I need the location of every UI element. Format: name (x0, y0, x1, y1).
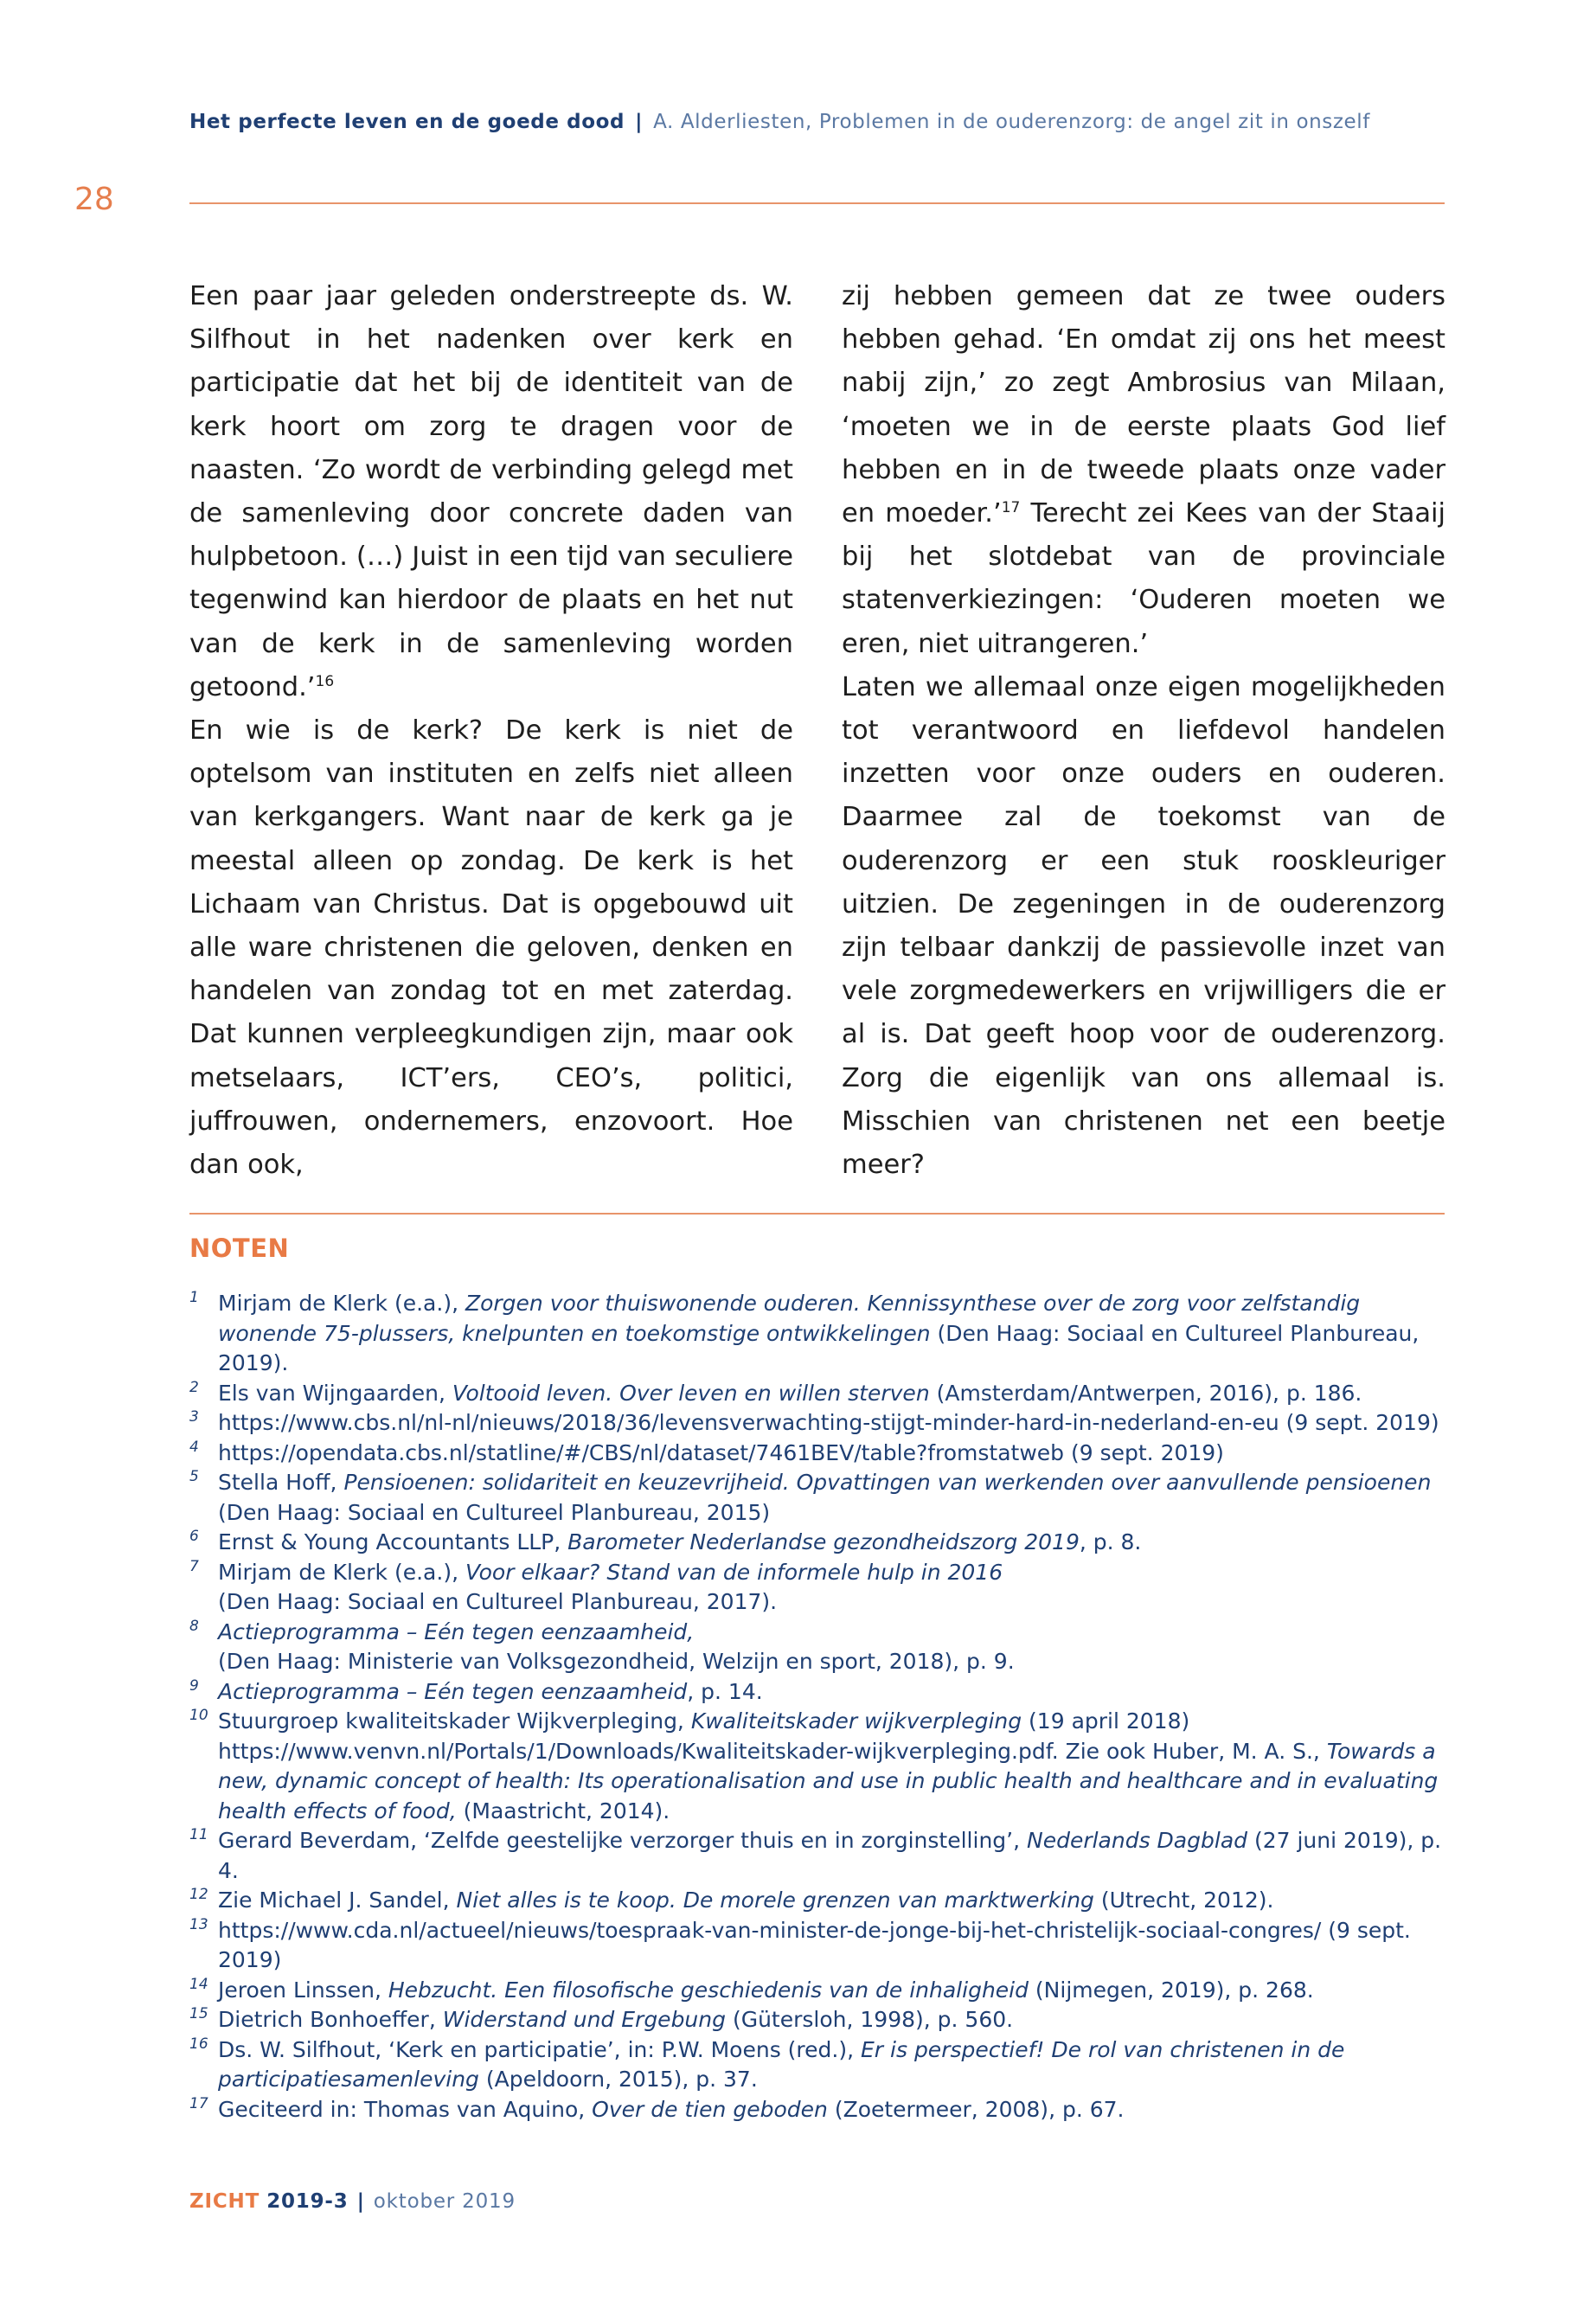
paragraph-text: Laten we allemaal onze eigen mogelijkheden tot verantwoord en liefdevol handelen inzetten voor onze ouders en ouderen. Daarmee zal de toekomst van de ouderenzorg er een stuk rooskleuriger uitzien. De zegeningen in de ouderenzorg zijn telbaar dankzij de passievolle inzet van vele zorgmedewerkers en vrijwilligers die er al is. Dat geeft hoop voor de ouderenzorg. Zorg die eigenlijk van ons allemaal is. Misschien van christenen net een beetje meer? (842, 671, 1445, 1181)
body-column-left (189, 275, 793, 1187)
note-segment: https://opendata.cbs.nl/statline/#/CBS/nl/dataset/7461BEV/table?fromstatweb (9 sept. 2019) (218, 1439, 1224, 1465)
note-item (189, 1439, 1452, 1469)
note-item (189, 2005, 1452, 2035)
note-segment: Mirjam de Klerk (e.a.), (218, 1559, 465, 1585)
body-column-right (842, 275, 1445, 1187)
note-text (218, 1408, 1452, 1439)
note-item (189, 1408, 1452, 1439)
note-number: 12 (189, 1886, 208, 1903)
header-separator: | (635, 111, 644, 133)
note-number: 16 (189, 2035, 208, 2053)
note-title: Barometer Nederlandse gezondheidszorg 2019 (567, 1529, 1080, 1554)
note-segment: Stuurgroep kwaliteitskader Wijkverpleging, (218, 1708, 691, 1734)
note-title: Pensioenen: solidariteit en keuzevrijheid. Opvattingen van werkenden over aanvullende pensioenen (343, 1470, 1432, 1495)
paragraph-text: zij hebben gemeen dat ze twee ouders hebben gehad. ‘En omdat zij ons het meest nabij zijn,’ zo zegt Ambrosius van Milaan, ‘moeten we in de eerste plaats God lief hebben en in de tweede plaats onze vader en moeder.’ (842, 281, 1445, 529)
note-text (218, 1826, 1452, 1886)
note-title: Hebzucht. Een filosofische geschiedenis van de inhaligheid (388, 1977, 1029, 2003)
note-segment: (Den Haag: Sociaal en Cultureel Planbureau, 2019). (218, 1320, 1420, 1375)
note-item (189, 2035, 1452, 2095)
paragraph (189, 275, 793, 709)
paragraph-text: Een paar jaar geleden onderstreepte ds. W. Silfhout in het nadenken over kerk en participatie dat het bij de identiteit van de kerk hoort om zorg te dragen voor de naasten. ‘Zo wordt de verbinding gelegd met de samenleving door concrete daden van hulpbetoon. (…) Juist in een tijd van seculiere tegenwind kan hierdoor de plaats en het nut van de kerk in de samenleving worden getoond.’ (189, 281, 793, 702)
note-segment: https://www.venvn.nl/Portals/1/Downloads/Kwaliteitskader-wijkverpleging.pdf. Zie ook Huber, M. A. S., (218, 1738, 1327, 1764)
paragraph (842, 275, 1445, 666)
running-head (189, 111, 1444, 133)
note-text (218, 1886, 1452, 1916)
note-title: Kwaliteitskader wijkverpleging (690, 1708, 1022, 1734)
note-number: 13 (189, 1915, 208, 1933)
note-segment: https://www.cbs.nl/nl-nl/nieuws/2018/36/levensverwachting-stijgt-minder-hard-in-nederland-en-eu (9 sept. 2019) (218, 1410, 1439, 1435)
note-item (189, 1886, 1452, 1916)
issue-date: oktober 2019 (373, 2190, 516, 2213)
note-segment: Mirjam de Klerk (e.a.), (218, 1291, 465, 1316)
note-segment: Stella Hoff, (218, 1470, 344, 1495)
note-number: 6 (189, 1528, 199, 1545)
notes-divider (189, 1213, 1445, 1215)
note-number: 3 (189, 1408, 199, 1426)
note-segment: (Den Haag: Sociaal en Cultureel Planbureau, 2017). (218, 1589, 778, 1614)
note-number: 9 (189, 1676, 199, 1695)
note-item (189, 1528, 1452, 1558)
note-item (189, 1677, 1452, 1708)
note-number: 1 (189, 1289, 199, 1306)
note-title: Over de tien geboden (592, 2096, 828, 2122)
note-title: Actieprogramma – Eén tegen eenzaamheid (218, 1678, 688, 1704)
note-number: 4 (189, 1438, 199, 1456)
paragraph (842, 666, 1445, 1187)
note-item (189, 1289, 1452, 1379)
footnote-ref[interactable]: 16 (315, 672, 335, 690)
note-title: Widerstand und Ergebung (442, 2007, 726, 2032)
journal-section-title: Het perfecte leven en de goede dood (189, 111, 625, 133)
note-text (218, 1558, 1452, 1618)
note-item (189, 1826, 1452, 1886)
note-item (189, 1618, 1452, 1677)
note-item (189, 1707, 1452, 1826)
note-segment: (Utrecht, 2012). (1093, 1888, 1274, 1913)
note-number: 15 (189, 2005, 208, 2022)
note-text (218, 1916, 1452, 1976)
note-text (218, 1618, 1452, 1677)
paragraph (189, 709, 793, 1187)
note-text (218, 1379, 1452, 1409)
note-text (218, 1976, 1452, 2006)
note-item (189, 1379, 1452, 1409)
footer (189, 2190, 516, 2213)
note-segment: (Nijmegen, 2019), p. 268. (1028, 1977, 1314, 2003)
note-item (189, 1558, 1452, 1618)
note-item (189, 1468, 1452, 1528)
notes-list (189, 1289, 1452, 2125)
note-segment: Ernst & Young Accountants LLP, (218, 1529, 568, 1554)
note-text (218, 2005, 1452, 2035)
page-number: 28 (74, 182, 114, 217)
note-segment: (Den Haag: Ministerie van Volksgezondheid, Welzijn en sport, 2018), p. 9. (218, 1649, 1015, 1674)
note-segment: (Apeldoorn, 2015), p. 37. (478, 2067, 758, 2092)
paragraph-text: Terecht zei Kees van der Staaij bij het slotdebat van de provinciale statenverkiezingen: ‘Ouderen moeten we eren, niet uitrangeren.’ (842, 498, 1446, 659)
note-segment: (27 juni 2019), p. 4. (218, 1828, 1442, 1883)
note-number: 11 (189, 1826, 208, 1843)
note-segment: (Gütersloh, 1998), p. 560. (726, 2007, 1014, 2032)
note-text (218, 2095, 1452, 2125)
article-title: A. Alderliesten, Problemen in de ouderenzorg: de angel zit in onszelf (653, 111, 1370, 133)
note-number: 5 (189, 1468, 199, 1485)
note-title: Zorgen voor thuiswonende ouderen. Kennissynthese over de zorg voor zelfstandig wonende 75-plussers, knelpunten en toekomstige ontwikkelingen (218, 1291, 1361, 1346)
note-title: Niet alles is te koop. De morele grenzen van marktwerking (456, 1888, 1094, 1913)
note-number: 14 (189, 1975, 208, 1993)
note-segment: (19 april 2018) (1022, 1708, 1190, 1734)
magazine-name: ZICHT (189, 2190, 260, 2213)
note-segment: Zie Michael J. Sandel, (218, 1888, 457, 1913)
note-title: Actieprogramma – Eén tegen eenzaamheid, (218, 1618, 695, 1644)
note-number: 2 (189, 1378, 199, 1396)
note-segment: Ds. W. Silfhout, ‘Kerk en participatie’, in: P.W. Moens (red.), (218, 2036, 861, 2062)
note-text (218, 1289, 1452, 1379)
note-segment: Jeroen Linssen, (218, 1977, 388, 2003)
note-number: 8 (189, 1617, 199, 1635)
note-text (218, 2035, 1452, 2095)
note-number: 7 (189, 1557, 199, 1575)
note-text (218, 1707, 1452, 1826)
note-segment: (Maastricht, 2014). (456, 1798, 670, 1823)
note-title: Nederlands Dagblad (1027, 1828, 1248, 1853)
note-item (189, 2095, 1452, 2125)
issue-number: 2019-3 (266, 2190, 349, 2213)
note-title: Towards a new, dynamic concept of health: Its operationalisation and use in public health and healthcare and in evaluating health effects of food, (218, 1738, 1439, 1823)
paragraph-text: En wie is de kerk? De kerk is niet de optelsom van instituten en zelfs niet alleen van kerkgangers. Want naar de kerk ga je meestal alleen op zondag. De kerk is het Lichaam van Christus. Dat is opgebouwd uit alle ware christenen die geloven, denken en handelen van zondag tot en met zaterdag. Dat kunnen verpleegkundigen zijn, maar ook metselaars, ICT’ers, CEO’s, politici, juffrouwen, ondernemers, enzovoort. Hoe dan ook, (189, 715, 793, 1181)
header-divider (189, 202, 1445, 204)
note-title: Er is perspectief! De rol van christenen in de participatiesamenleving (218, 2036, 1345, 2092)
note-text (218, 1528, 1452, 1558)
note-title: Voor elkaar? Stand van de informele hulp in 2016 (465, 1559, 1003, 1585)
note-segment: Geciteerd in: Thomas van Aquino, (218, 2096, 593, 2122)
note-segment: (Amsterdam/Antwerpen, 2016), p. 186. (929, 1380, 1362, 1406)
note-title: Voltooid leven. Over leven en willen sterven (452, 1380, 930, 1406)
note-segment: https://www.cda.nl/actueel/nieuws/toespraak-van-minister-de-jonge-bij-het-christelijk-sociaal-congres/ (9 sept. 2019) (218, 1917, 1411, 1972)
notes-heading: NOTEN (189, 1234, 290, 1263)
note-number: 17 (189, 2094, 208, 2112)
footnote-ref[interactable]: 17 (1001, 498, 1021, 516)
note-item (189, 1976, 1452, 2006)
note-text (218, 1677, 1452, 1708)
note-text (218, 1468, 1452, 1528)
note-text (218, 1439, 1452, 1469)
footer-separator: | (356, 2190, 365, 2213)
note-segment: (Zoetermeer, 2008), p. 67. (827, 2096, 1125, 2122)
note-segment: (Den Haag: Sociaal en Cultureel Planbureau, 2015) (218, 1499, 771, 1525)
note-number: 10 (189, 1707, 208, 1724)
note-segment: Gerard Beverdam, ‘Zelfde geestelijke verzorger thuis en in zorginstelling’, (218, 1828, 1027, 1853)
note-item (189, 1916, 1452, 1976)
note-segment: Els van Wijngaarden, (218, 1380, 452, 1406)
note-segment: , p. 8. (1079, 1529, 1142, 1554)
note-segment: Dietrich Bonhoeffer, (218, 2007, 443, 2032)
note-segment: , p. 14. (687, 1678, 763, 1704)
